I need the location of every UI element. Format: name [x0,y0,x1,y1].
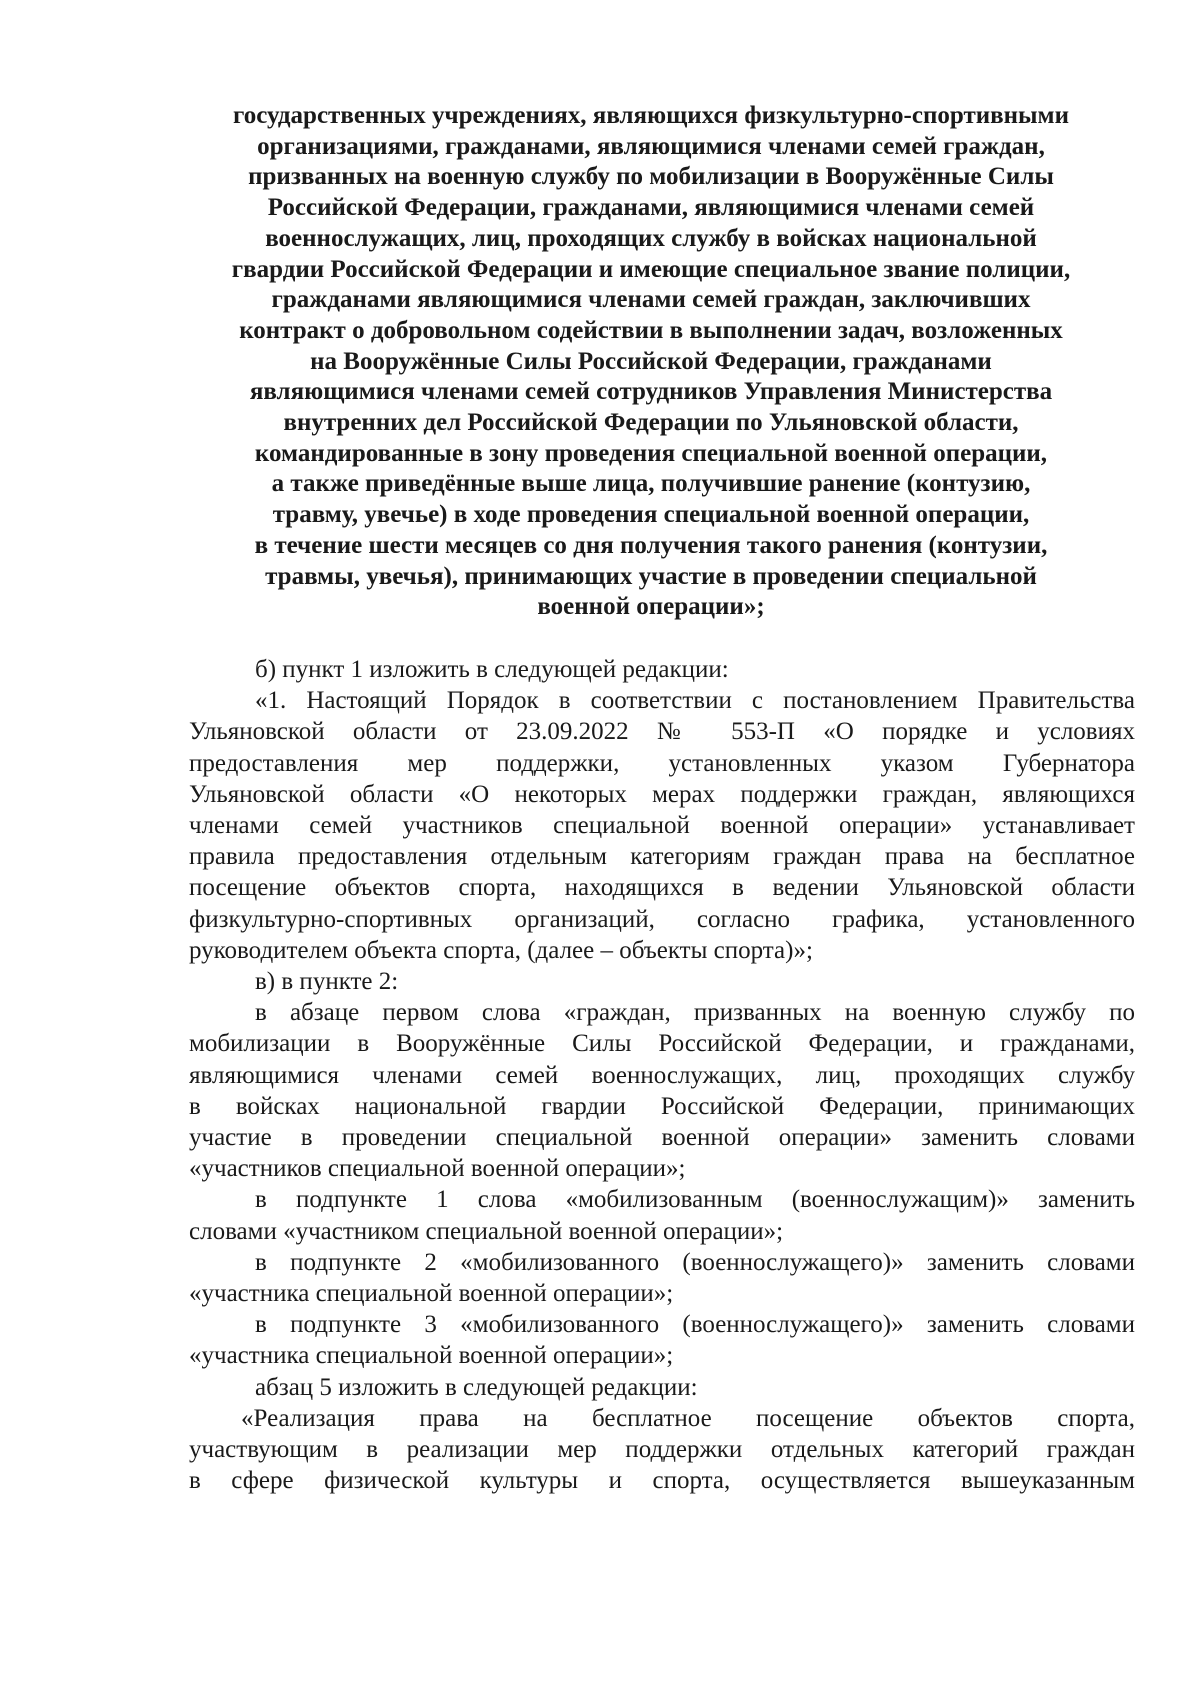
heading-line: внутренних дел Российской Федерации по Ульяновской области, [283,409,1019,437]
text-line: «участника специальной военной операции»; [189,1280,674,1308]
text-line: членами семей участников специальной военной операции» устанавливает [189,812,1135,840]
subpoint-2-paragraph [189,1247,1135,1309]
text-line: в подпункте 3 «мобилизованного (военнослужащего)» заменить словами [255,1311,1135,1339]
heading-line: гвардии Российской Федерации и имеющие специальное звание полиции, [231,255,1071,283]
text-line: «участников специальной военной операции»; [189,1155,686,1183]
text-line: словами «участником специальной военной операции»; [189,1217,784,1245]
text-line: в абзаце первом слова «граждан, призванных на военную службу по [255,999,1135,1027]
heading-line: государственных учреждениях, являющихся физкультурно-спортивными [232,102,1069,129]
text-line: правила предоставления отдельным категориям граждан права на бесплатное [189,843,1135,871]
text-line: мобилизации в Вооружённые Силы Российской Федерации, и гражданами, [189,1030,1135,1058]
heading-line: на Вооружённые Силы Российской Федерации, гражданами [310,347,992,375]
subpoint-1-paragraph [189,1184,1135,1246]
text-line: в) в пункте 2: [255,968,399,996]
heading-line: травму, увечье) в ходе проведения специальной военной операции, [272,501,1030,529]
text-line: физкультурно-спортивных организаций, согласно графика, установленного [189,905,1135,933]
text-line: в войсках национальной гвардии Российской Федерации, принимающих [189,1092,1135,1120]
text-line: б) пункт 1 изложить в следующей редакции: [255,656,729,683]
heading-line: являющимися членами семей сотрудников Управления Министерства [249,378,1053,406]
text-line: участие в проведении специальной военной операции» заменить словами [189,1124,1135,1152]
heading-line: военной операции»; [537,593,765,621]
subpoint-3-paragraph [189,1309,1135,1371]
heading-line: травмы, увечья), принимающих участие в проведении специальной [265,562,1037,590]
heading-line: командированные в зону проведения специальной военной операции, [254,439,1048,467]
text-line: Ульяновской области от 23.09.2022 № 553-П «О порядке и условиях [189,718,1135,746]
text-line: в подпункте 1 слова «мобилизованным (военнослужащим)» заменить [255,1186,1135,1214]
heading-line: а также приведённые выше лица, получившие ранение (контузию, [271,470,1031,498]
text-line: Ульяновской области «О некоторых мерах поддержки граждан, являющихся [189,780,1135,808]
first-abzac-paragraph [189,997,1135,1184]
document-body [189,654,1135,1496]
order-point-1-paragraph [189,685,1135,966]
text-line: предоставления мер поддержки, установленных указом Губернатора [189,749,1135,777]
item-b-paragraph [189,654,1135,685]
text-line: посещение объектов спорта, находящихся в ведении Ульяновской области [189,874,1135,902]
abzac-5-paragraph [189,1372,1135,1403]
text-line: «Реализация права на бесплатное посещение объектов спорта, [241,1404,1135,1432]
text-line: в сфере физической культуры и спорта, осуществляется вышеуказанным [189,1467,1135,1495]
text-line: «участника специальной военной операции»; [189,1342,674,1370]
text-line: являющимися членами семей военнослужащих, лиц, проходящих службу [189,1061,1135,1089]
heading-block [170,101,1132,623]
text-line: руководителем объекта спорта, (далее – объекты спорта)»; [189,936,813,964]
text-line: «1. Настоящий Порядок в соответствии с постановлением Правительства [255,687,1135,715]
heading-line: организациями, гражданами, являющимися членами семей граждан, [257,132,1045,160]
heading-line: призванных на военную службу по мобилизации в Вооружённые Силы [248,163,1054,191]
text-line: участвующим в реализации мер поддержки отдельных категорий граждан [189,1436,1135,1464]
new-abzac-5-paragraph [189,1403,1135,1497]
heading-line: в течение шести месяцев со дня получения такого ранения (контузии, [254,531,1048,559]
heading-line: военнослужащих, лиц, проходящих службу в войсках национальной [265,224,1037,252]
heading-line: гражданами являющимися членами семей граждан, заключивших [271,286,1031,314]
item-v-paragraph [189,966,1135,997]
text-line: в подпункте 2 «мобилизованного (военнослужащего)» заменить словами [255,1248,1135,1276]
heading-line: контракт о добровольном содействии в выполнении задач, возложенных [239,316,1063,344]
text-line: абзац 5 изложить в следующей редакции: [255,1373,698,1401]
heading-line: Российской Федерации, гражданами, являющимися членами семей [267,194,1035,222]
